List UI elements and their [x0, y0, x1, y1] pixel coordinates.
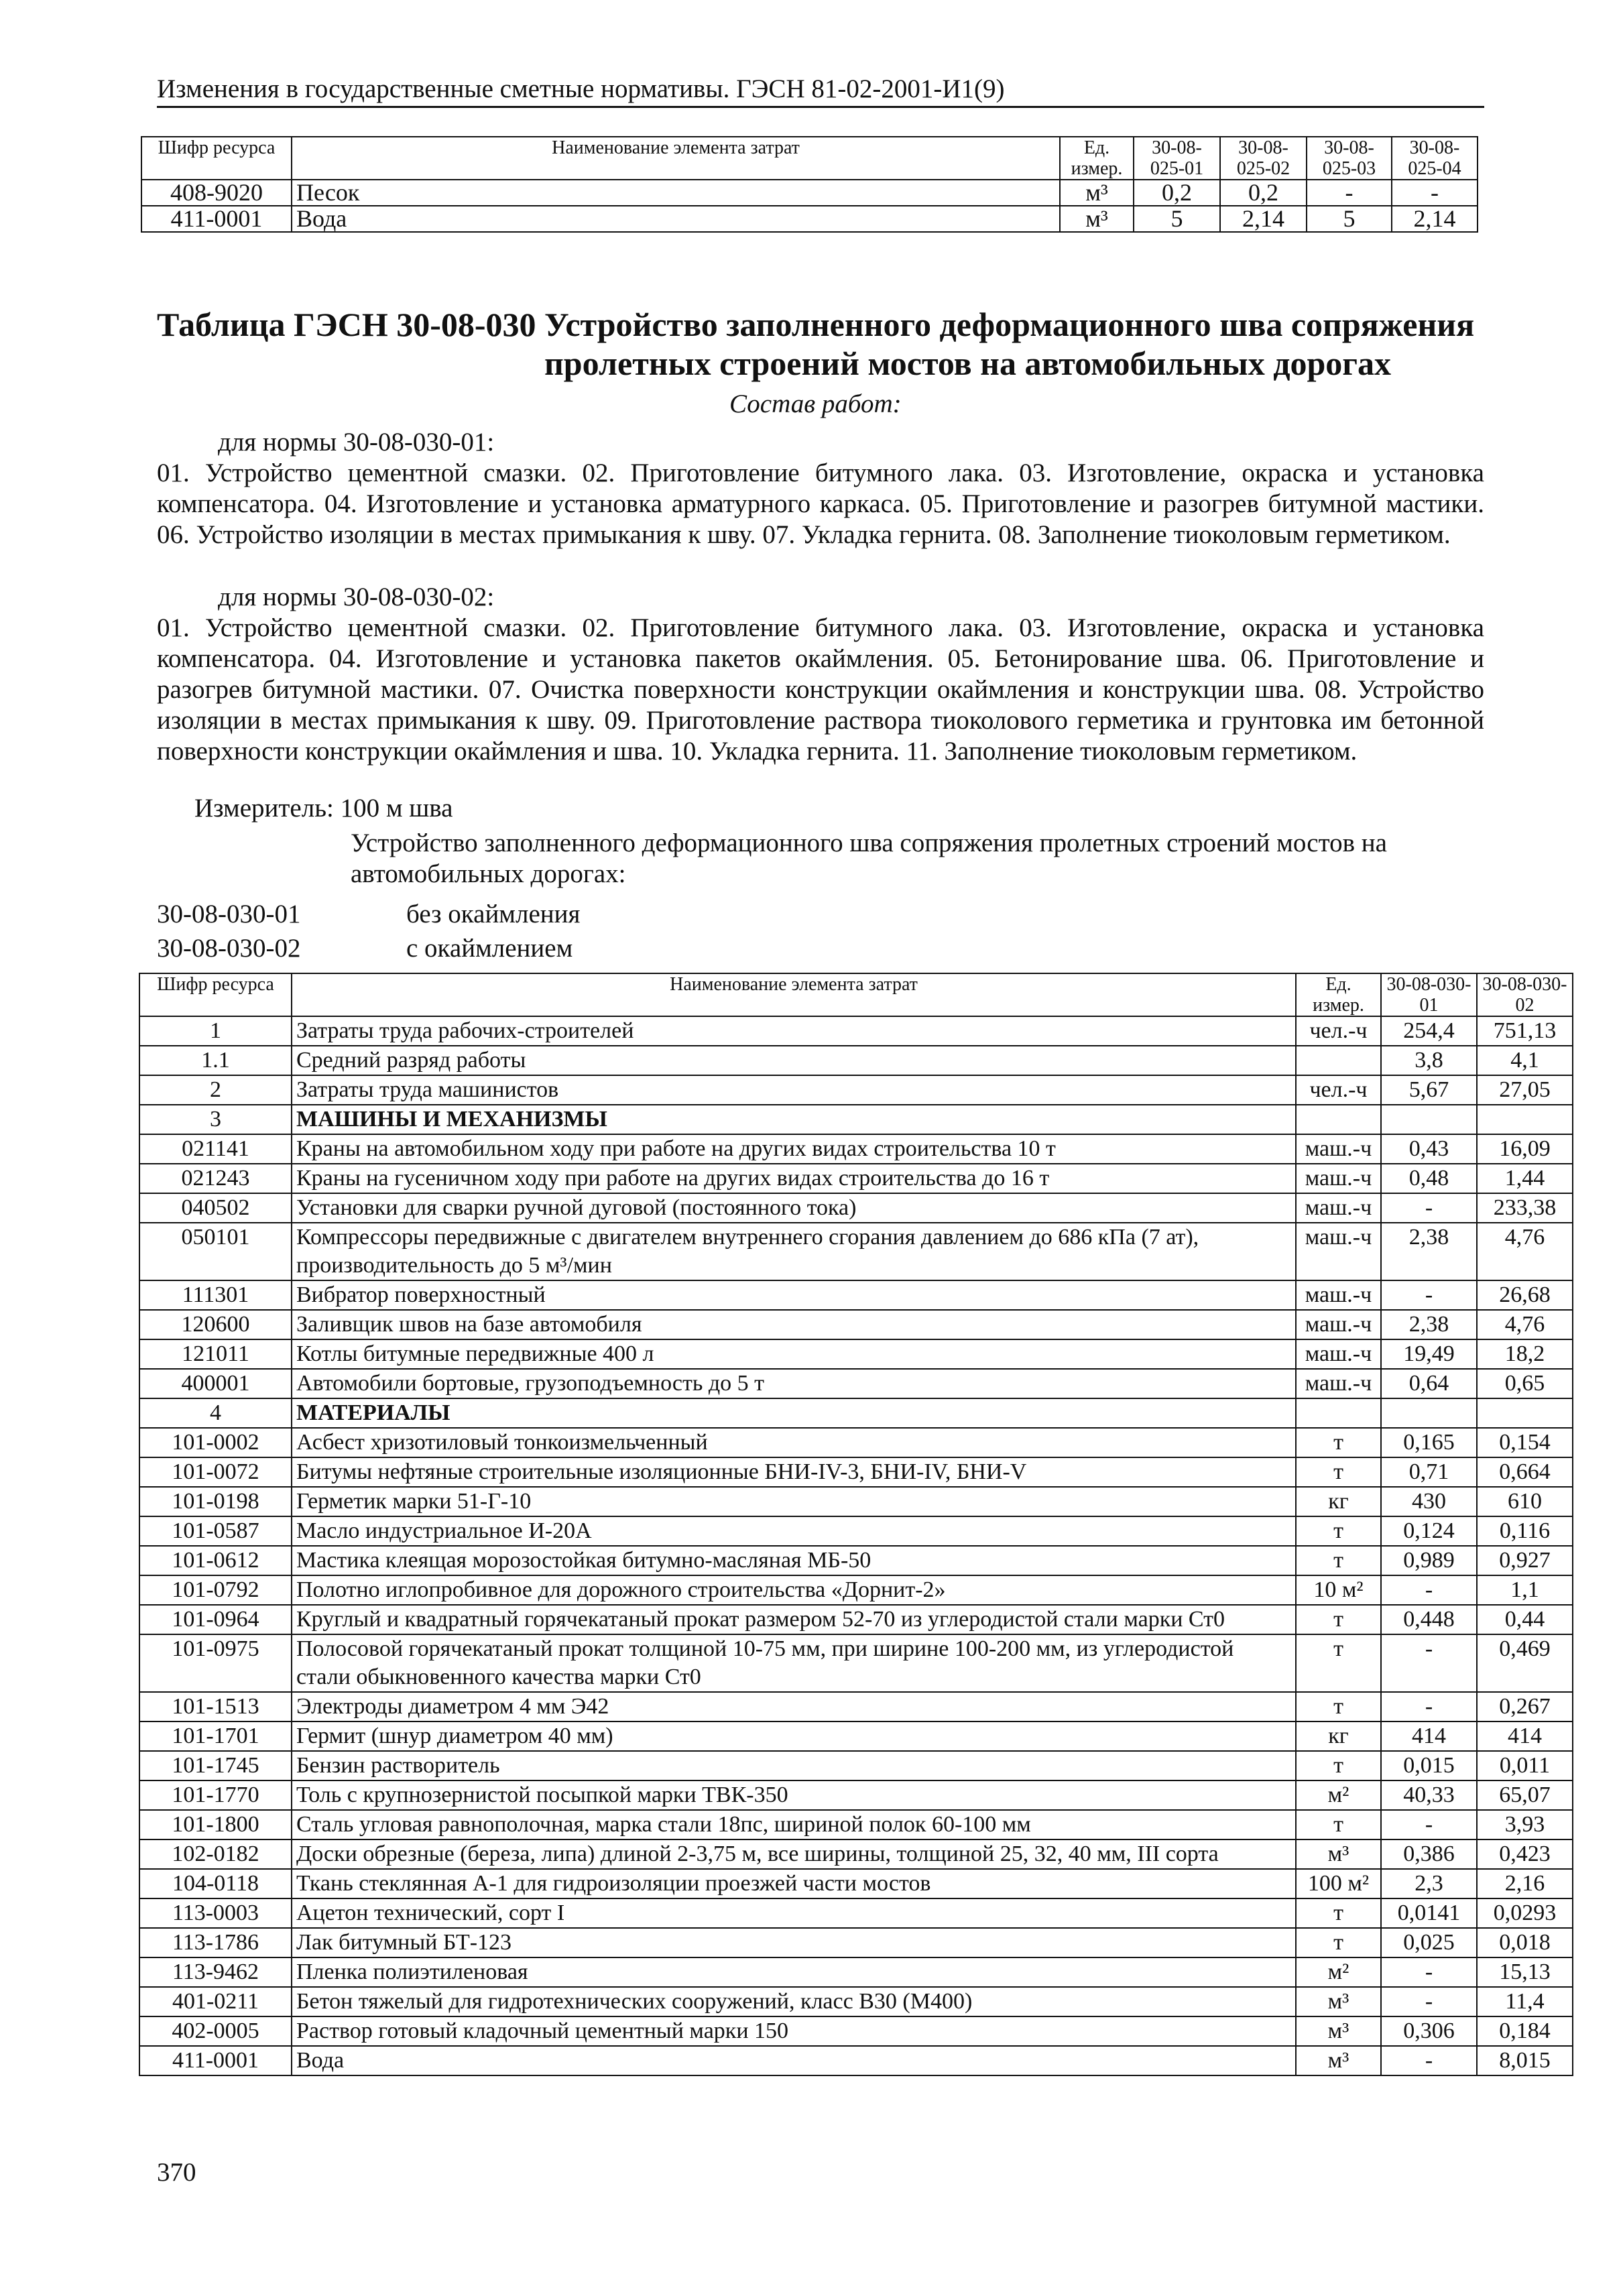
resource-value: 0,184 — [1477, 2016, 1573, 2046]
resource-code: 120600 — [139, 1310, 292, 1339]
resource-name: Круглый и квадратный горячекатаный прокат размером 52-70 из углеродистой стали марки Ст0 — [292, 1605, 1296, 1634]
resource-unit: т — [1296, 1928, 1381, 1957]
resource-value: 0,011 — [1477, 1751, 1573, 1780]
resource-unit: кг — [1296, 1721, 1381, 1751]
resource-name: Песок — [292, 180, 1060, 206]
resource-name: Котлы битумные передвижные 400 л — [292, 1339, 1296, 1369]
resource-value: 0,469 — [1477, 1634, 1573, 1692]
resource-value: 1,44 — [1477, 1164, 1573, 1193]
resource-value: 0,015 — [1381, 1751, 1477, 1780]
table-row — [139, 1692, 1573, 1721]
resource-name: Полотно иглопробивное для дорожного строительства «Дорнит-2» — [292, 1575, 1296, 1605]
resource-value: 0,0293 — [1477, 1898, 1573, 1928]
resource-code: 021141 — [139, 1134, 292, 1164]
resource-unit: т — [1296, 1751, 1381, 1780]
resource-value: 0,44 — [1477, 1605, 1573, 1634]
resource-unit: м³ — [1296, 2046, 1381, 2075]
resource-value: 0,306 — [1381, 2016, 1477, 2046]
header-col: 30-08-025-02 — [1220, 137, 1307, 180]
table-row — [139, 1839, 1573, 1869]
resource-code: 101-1513 — [139, 1692, 292, 1721]
resource-value — [1477, 1105, 1573, 1134]
resource-value: 0,116 — [1477, 1516, 1573, 1546]
resource-code: 401-0211 — [139, 1987, 292, 2016]
resource-name: Доски обрезные (береза, липа) длиной 2-3,75 м, все ширины, толщиной 25, 32, 40 мм, III сорта — [292, 1839, 1296, 1869]
table-row — [139, 1223, 1573, 1280]
table-row — [139, 1310, 1573, 1339]
resource-unit: т — [1296, 1605, 1381, 1634]
table-header-row — [139, 973, 1573, 1016]
resource-value: 5 — [1307, 206, 1392, 232]
resource-value: 15,13 — [1477, 1957, 1573, 1987]
resource-code: 102-0182 — [139, 1839, 292, 1869]
resource-value: - — [1307, 180, 1392, 206]
resource-name: Автомобили бортовые, грузоподъемность до 5 т — [292, 1369, 1296, 1398]
resource-value: 2,14 — [1220, 206, 1307, 232]
resource-unit: маш.-ч — [1296, 1310, 1381, 1339]
resource-value: 0,927 — [1477, 1546, 1573, 1575]
resource-code: 101-1701 — [139, 1721, 292, 1751]
resource-unit: м² — [1296, 1957, 1381, 1987]
resource-name: Краны на автомобильном ходу при работе на других видах строительства 10 т — [292, 1134, 1296, 1164]
resource-value: 16,09 — [1477, 1134, 1573, 1164]
title-line-1: Таблица ГЭСН 30-08-030 Устройство заполненного деформационного шва сопряжения — [157, 306, 1475, 343]
resource-unit: маш.-ч — [1296, 1134, 1381, 1164]
resource-value: 65,07 — [1477, 1780, 1573, 1810]
header-name: Наименование элемента затрат — [292, 973, 1296, 1016]
resource-value: - — [1381, 1575, 1477, 1605]
table-row — [139, 2016, 1573, 2046]
resource-unit: маш.-ч — [1296, 1193, 1381, 1223]
resource-value: 1,1 — [1477, 1575, 1573, 1605]
resource-table-030 — [139, 973, 1573, 2076]
resource-value: - — [1381, 1987, 1477, 2016]
resource-unit: т — [1296, 1692, 1381, 1721]
table-row — [139, 1810, 1573, 1839]
resource-name: Затраты труда машинистов — [292, 1075, 1296, 1105]
resource-value: 2,14 — [1392, 206, 1478, 232]
resource-code: 101-1800 — [139, 1810, 292, 1839]
resource-value: 610 — [1477, 1487, 1573, 1516]
resource-code: 101-0792 — [139, 1575, 292, 1605]
table-row — [139, 1987, 1573, 2016]
resource-code: 1 — [139, 1016, 292, 1046]
resource-code: 101-0587 — [139, 1516, 292, 1546]
resource-unit: маш.-ч — [1296, 1164, 1381, 1193]
resource-code: 104-0118 — [139, 1869, 292, 1898]
header-col: 30-08-030-02 — [1477, 973, 1573, 1016]
resource-code: 101-0975 — [139, 1634, 292, 1692]
resource-name: Установки для сварки ручной дуговой (постоянного тока) — [292, 1193, 1296, 1223]
resource-unit: т — [1296, 1457, 1381, 1487]
variant-code: 30-08-030-01 — [157, 900, 301, 928]
resource-name: Асбест хризотиловый тонкоизмельченный — [292, 1428, 1296, 1457]
resource-value: 40,33 — [1381, 1780, 1477, 1810]
resource-value: 0,664 — [1477, 1457, 1573, 1487]
table-row — [139, 1546, 1573, 1575]
resource-value: 430 — [1381, 1487, 1477, 1516]
resource-name: Компрессоры передвижные с двигателем внутреннего сгорания давлением до 686 кПа (7 ат), производительность до 5 м³/мин — [292, 1223, 1296, 1280]
table-body — [139, 1016, 1573, 2075]
resource-unit — [1296, 1046, 1381, 1075]
title-line-2: пролетных строений мостов на автомобильных дорогах — [544, 345, 1392, 382]
resource-code: 113-9462 — [139, 1957, 292, 1987]
table-row — [139, 1164, 1573, 1193]
table-row — [139, 1721, 1573, 1751]
resource-unit: м² — [1296, 1780, 1381, 1810]
resource-value: 0,65 — [1477, 1369, 1573, 1398]
resource-name: Вода — [292, 206, 1060, 232]
resource-code: 101-0072 — [139, 1457, 292, 1487]
resource-value: 5,67 — [1381, 1075, 1477, 1105]
resource-unit: кг — [1296, 1487, 1381, 1516]
header-code: Шифр ресурса — [139, 973, 292, 1016]
resource-code: 2 — [139, 1075, 292, 1105]
header-col: 30-08-030-01 — [1381, 973, 1477, 1016]
header-unit: Ед. измер. — [1060, 137, 1134, 180]
resource-unit: т — [1296, 1516, 1381, 1546]
table-row — [139, 1487, 1573, 1516]
resource-name: Гермит (шнур диаметром 40 мм) — [292, 1721, 1296, 1751]
resource-value: 0,2 — [1220, 180, 1307, 206]
resource-value: 0,423 — [1477, 1839, 1573, 1869]
table-row — [139, 1193, 1573, 1223]
norm-description: Устройство заполненного деформационного шва сопряжения пролетных строений мостов на автомобильных дорогах: — [351, 829, 1387, 888]
resource-code: 040502 — [139, 1193, 292, 1223]
resource-unit: маш.-ч — [1296, 1369, 1381, 1398]
resource-unit: т — [1296, 1898, 1381, 1928]
resource-unit: т — [1296, 1634, 1381, 1692]
table-row — [141, 206, 1478, 232]
resource-name: Средний разряд работы — [292, 1046, 1296, 1075]
resource-value: 0,0141 — [1381, 1898, 1477, 1928]
resource-value: 27,05 — [1477, 1075, 1573, 1105]
resource-code: 411-0001 — [139, 2046, 292, 2075]
resource-name: Ткань стеклянная А-1 для гидроизоляции проезжей части мостов — [292, 1869, 1296, 1898]
resource-unit: м³ — [1296, 1987, 1381, 2016]
table-row — [139, 1605, 1573, 1634]
resource-name: Вибратор поверхностный — [292, 1280, 1296, 1310]
resource-value: - — [1381, 2046, 1477, 2075]
resource-name: Бензин растворитель — [292, 1751, 1296, 1780]
table-row — [139, 1398, 1573, 1428]
resource-value: 233,38 — [1477, 1193, 1573, 1223]
resource-value: 0,267 — [1477, 1692, 1573, 1721]
resource-value: 0,48 — [1381, 1164, 1477, 1193]
resource-code: 101-0612 — [139, 1546, 292, 1575]
resource-value: 2,38 — [1381, 1223, 1477, 1280]
resource-value: 18,2 — [1477, 1339, 1573, 1369]
norm2-label: для нормы 30-08-030-02: — [218, 583, 495, 611]
resource-name: Бетон тяжелый для гидротехнических сооружений, класс В30 (М400) — [292, 1987, 1296, 2016]
table-row — [139, 1575, 1573, 1605]
resource-code: 411-0001 — [141, 206, 292, 232]
resource-name: Заливщик швов на базе автомобиля — [292, 1310, 1296, 1339]
variant-item — [157, 931, 580, 965]
variant-text: без окаймления — [406, 900, 581, 928]
resource-value: 4,76 — [1477, 1223, 1573, 1280]
resource-value: 2,16 — [1477, 1869, 1573, 1898]
table-title — [157, 305, 1484, 383]
table-row — [139, 1869, 1573, 1898]
page-number: 370 — [157, 2158, 196, 2187]
resource-name: Герметик марки 51-Г-10 — [292, 1487, 1296, 1516]
resource-name: Масло индустриальное И-20А — [292, 1516, 1296, 1546]
resource-value: 3,93 — [1477, 1810, 1573, 1839]
table-body — [141, 180, 1478, 232]
table-row — [139, 1928, 1573, 1957]
resource-value: 26,68 — [1477, 1280, 1573, 1310]
norm1-label: для нормы 30-08-030-01: — [218, 428, 495, 457]
resource-code: 101-1745 — [139, 1751, 292, 1780]
resource-unit — [1296, 1105, 1381, 1134]
resource-unit: т — [1296, 1428, 1381, 1457]
resource-unit: м³ — [1060, 206, 1134, 232]
resource-value: 0,025 — [1381, 1928, 1477, 1957]
resource-value: 0,154 — [1477, 1428, 1573, 1457]
resource-value: 2,3 — [1381, 1869, 1477, 1898]
resource-unit: чел.-ч — [1296, 1075, 1381, 1105]
table-row — [139, 1134, 1573, 1164]
resource-code: 101-0198 — [139, 1487, 292, 1516]
resource-value: 8,015 — [1477, 2046, 1573, 2075]
header-col: 30-08-025-04 — [1392, 137, 1478, 180]
resource-name: Краны на гусеничном ходу при работе на других видах строительства до 16 т — [292, 1164, 1296, 1193]
resource-name: Пленка полиэтиленовая — [292, 1957, 1296, 1987]
resource-value — [1381, 1398, 1477, 1428]
resource-value: 0,165 — [1381, 1428, 1477, 1457]
resource-code: 101-1770 — [139, 1780, 292, 1810]
resource-unit: т — [1296, 1810, 1381, 1839]
resource-code: 113-0003 — [139, 1898, 292, 1928]
table-row — [139, 1457, 1573, 1487]
resource-unit: маш.-ч — [1296, 1223, 1381, 1280]
table-row — [139, 1428, 1573, 1457]
resource-value — [1381, 1105, 1477, 1134]
resource-name: Мастика клеящая морозостойкая битумно-масляная МБ-50 — [292, 1546, 1296, 1575]
resource-value: 414 — [1477, 1721, 1573, 1751]
resource-name: Битумы нефтяные строительные изоляционные БНИ-IV-3, БНИ-IV, БНИ-V — [292, 1457, 1296, 1487]
resource-code: 111301 — [139, 1280, 292, 1310]
table-row — [139, 1780, 1573, 1810]
resource-value: 0,448 — [1381, 1605, 1477, 1634]
resource-unit: 10 м² — [1296, 1575, 1381, 1605]
header-col: 30-08-025-01 — [1134, 137, 1220, 180]
resource-code: 400001 — [139, 1369, 292, 1398]
resource-value: 2,38 — [1381, 1310, 1477, 1339]
table-row — [139, 1105, 1573, 1134]
resource-name: Лак битумный БТ-123 — [292, 1928, 1296, 1957]
resource-name: Сталь угловая равнополочная, марка стали 18пс, шириной полок 60-100 мм — [292, 1810, 1296, 1839]
table-row — [139, 1634, 1573, 1692]
table-row — [139, 1898, 1573, 1928]
resource-unit: т — [1296, 1546, 1381, 1575]
resource-value: - — [1392, 180, 1478, 206]
table-row — [139, 1046, 1573, 1075]
resource-value: 0,018 — [1477, 1928, 1573, 1957]
resource-value: 3,8 — [1381, 1046, 1477, 1075]
resource-value: 0,2 — [1134, 180, 1220, 206]
resource-code: 408-9020 — [141, 180, 292, 206]
resource-code: 101-0002 — [139, 1428, 292, 1457]
resource-code: 3 — [139, 1105, 292, 1134]
table-row — [139, 1339, 1573, 1369]
table-row — [139, 1075, 1573, 1105]
composition-label: Состав работ: — [729, 389, 902, 418]
resource-unit: маш.-ч — [1296, 1339, 1381, 1369]
resource-value: 0,71 — [1381, 1457, 1477, 1487]
header-unit: Ед. измер. — [1296, 973, 1381, 1016]
resource-name: МАШИНЫ И МЕХАНИЗМЫ — [292, 1105, 1296, 1134]
resource-value: - — [1381, 1193, 1477, 1223]
resource-value: - — [1381, 1692, 1477, 1721]
header-col: 30-08-025-03 — [1307, 137, 1392, 180]
resource-name: Электроды диаметром 4 мм Э42 — [292, 1692, 1296, 1721]
table-row — [139, 1280, 1573, 1310]
resource-value: 0,124 — [1381, 1516, 1477, 1546]
resource-name: Вода — [292, 2046, 1296, 2075]
resource-code: 113-1786 — [139, 1928, 292, 1957]
table-row — [139, 2046, 1573, 2075]
resource-value: - — [1381, 1957, 1477, 1987]
table-row — [139, 1369, 1573, 1398]
measure-unit: Измеритель: 100 м шва — [194, 794, 453, 823]
resource-value: - — [1381, 1280, 1477, 1310]
resource-unit: м³ — [1296, 2016, 1381, 2046]
resource-code: 402-0005 — [139, 2016, 292, 2046]
table-header-row — [141, 137, 1478, 180]
resource-code: 4 — [139, 1398, 292, 1428]
resource-value: 11,4 — [1477, 1987, 1573, 2016]
resource-unit: м³ — [1296, 1839, 1381, 1869]
resource-value: 414 — [1381, 1721, 1477, 1751]
resource-unit: маш.-ч — [1296, 1280, 1381, 1310]
resource-value: 0,989 — [1381, 1546, 1477, 1575]
norm1-text: 01. Устройство цементной смазки. 02. Приготовление битумного лака. 03. Изготовление, окраска и установка компенсатора. 04. Изготовление и установка арматурного каркаса. 05. Приготовление и разогрев битумной мастики. 06. Устройство изоляции в местах примыкания к шву. 07. Укладка гернита. 08. Заполнение тиоколовым герметиком. — [157, 459, 1484, 549]
resource-value: 4,76 — [1477, 1310, 1573, 1339]
resource-table-025 — [141, 136, 1478, 233]
table-row — [139, 1016, 1573, 1046]
resource-value: - — [1381, 1634, 1477, 1692]
resource-name: МАТЕРИАЛЫ — [292, 1398, 1296, 1428]
running-header: Изменения в государственные сметные нормативы. ГЭСН 81-02-2001-И1(9) — [157, 72, 1484, 108]
resource-value: 19,49 — [1381, 1339, 1477, 1369]
header-code: Шифр ресурса — [141, 137, 292, 180]
resource-value: 0,64 — [1381, 1369, 1477, 1398]
table-row — [141, 180, 1478, 206]
resource-value: 0,43 — [1381, 1134, 1477, 1164]
resource-name: Ацетон технический, сорт I — [292, 1898, 1296, 1928]
resource-code: 101-0964 — [139, 1605, 292, 1634]
resource-unit — [1296, 1398, 1381, 1428]
resource-code: 021243 — [139, 1164, 292, 1193]
resource-value — [1477, 1398, 1573, 1428]
resource-name: Затраты труда рабочих-строителей — [292, 1016, 1296, 1046]
resource-name: Раствор готовый кладочный цементный марки 150 — [292, 2016, 1296, 2046]
resource-name: Толь с крупнозернистой посыпкой марки ТВК-350 — [292, 1780, 1296, 1810]
resource-unit: чел.-ч — [1296, 1016, 1381, 1046]
resource-code: 050101 — [139, 1223, 292, 1280]
variant-code: 30-08-030-02 — [157, 934, 301, 963]
table-row — [139, 1751, 1573, 1780]
variant-item — [157, 897, 580, 931]
resource-code: 121011 — [139, 1339, 292, 1369]
table-row — [139, 1516, 1573, 1546]
header-name: Наименование элемента затрат — [292, 137, 1060, 180]
resource-value: - — [1381, 1810, 1477, 1839]
norm2-text: 01. Устройство цементной смазки. 02. Приготовление битумного лака. 03. Изготовление, окраска и установка компенсатора. 04. Изготовление и установка пакетов окаймления. 05. Бетонирование шва. 06. Приготовление и разогрев битумной мастики. 07. Очистка поверхности конструкции окаймления и конструкции шва. 08. Устройство изоляции в местах примыкания к шву. 09. Приготовление раствора тиоколового герметика и грунтовка им бетонной поверхности конструкции окаймления и шва. 10. Укладка гернита. 11. Заполнение тиоколовым герметиком. — [157, 613, 1484, 766]
resource-code: 1.1 — [139, 1046, 292, 1075]
variant-list — [157, 897, 580, 965]
resource-value: 5 — [1134, 206, 1220, 232]
table-row — [139, 1957, 1573, 1987]
resource-value: 254,4 — [1381, 1016, 1477, 1046]
resource-unit: м³ — [1060, 180, 1134, 206]
resource-value: 751,13 — [1477, 1016, 1573, 1046]
variant-text: с окаймлением — [406, 934, 573, 963]
resource-value: 4,1 — [1477, 1046, 1573, 1075]
resource-unit: 100 м² — [1296, 1869, 1381, 1898]
resource-value: 0,386 — [1381, 1839, 1477, 1869]
resource-name: Полосовой горячекатаный прокат толщиной 10-75 мм, при ширине 100-200 мм, из углеродистой стали обыкновенного качества марки Ст0 — [292, 1634, 1296, 1692]
